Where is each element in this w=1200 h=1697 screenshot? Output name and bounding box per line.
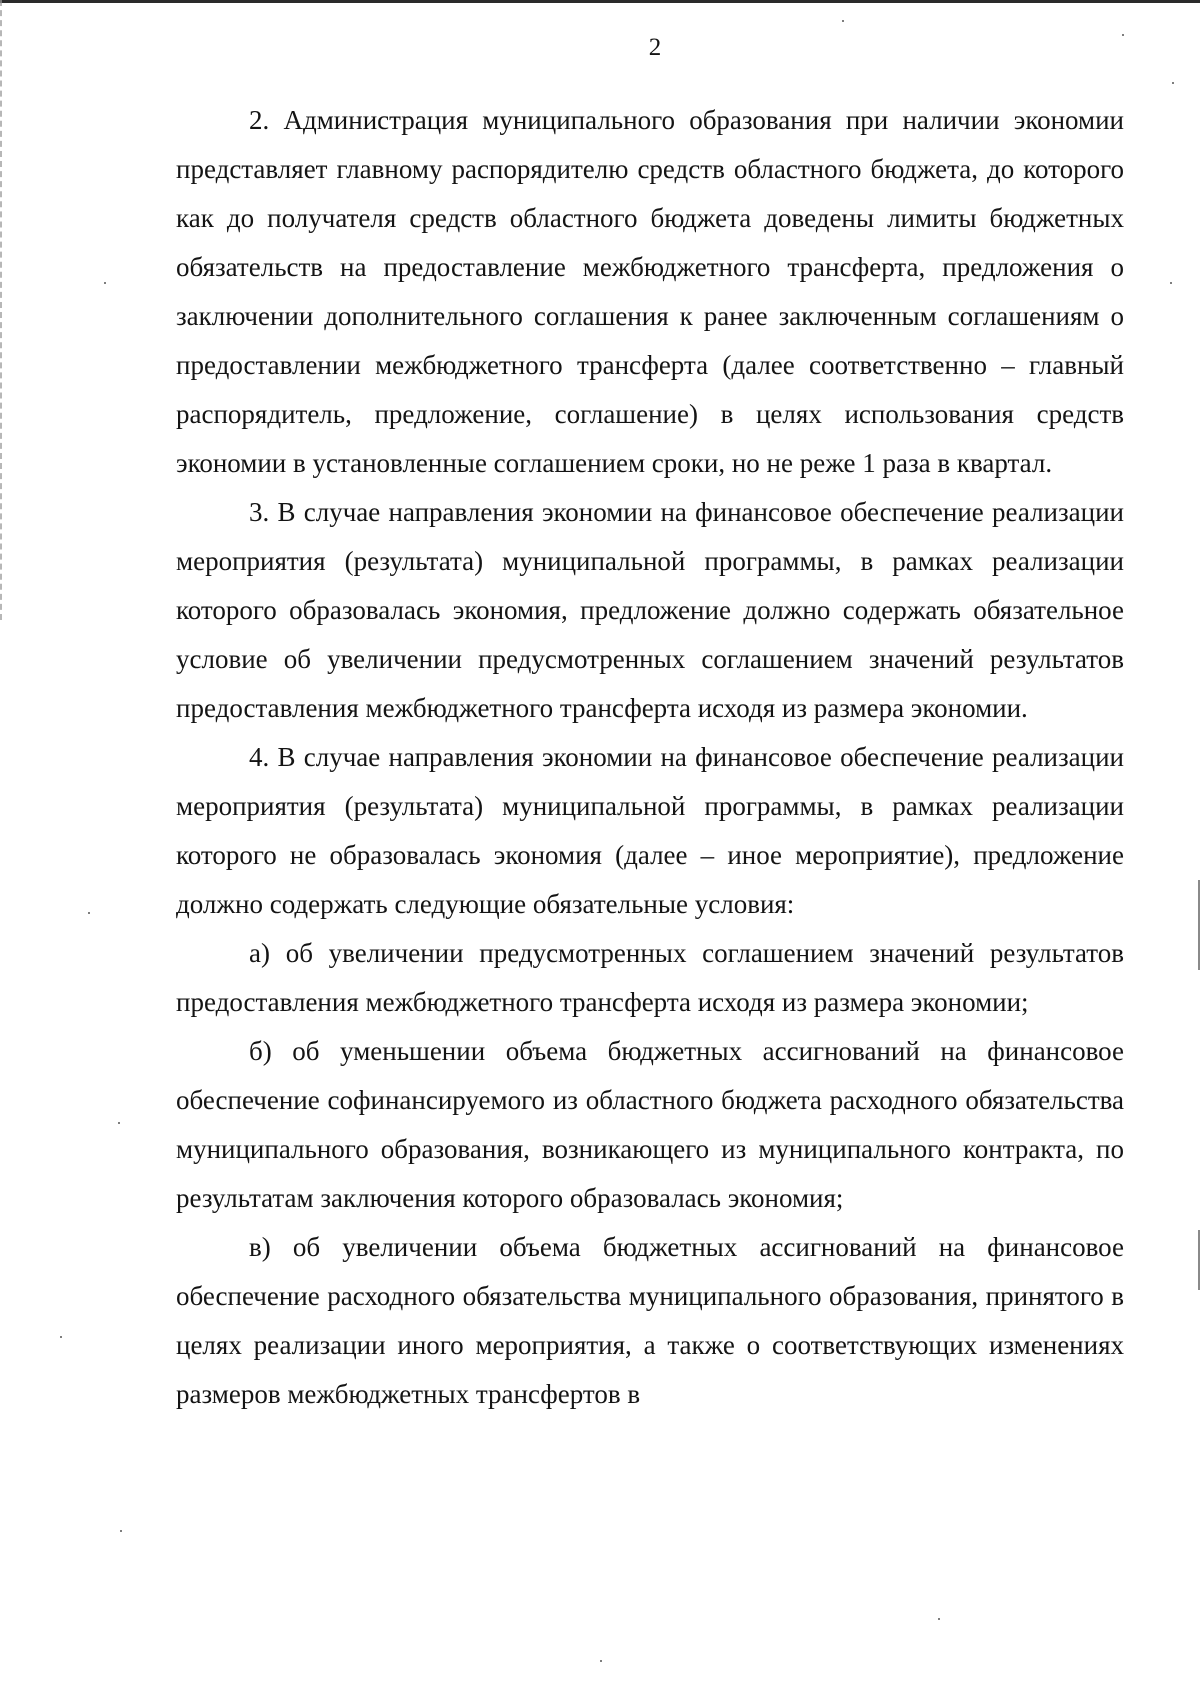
scan-speck [938,1618,940,1620]
subparagraph-v: в) об увеличении объема бюджетных ассигнований на финансовое обеспечение расходного обязательства муниципального образования, принятого в целях реализации иного мероприятия, а также о соответствующих изменениях размеров межбюджетных трансфертов в [176,1232,1124,1409]
subparagraph-b: б) об уменьшении объема бюджетных ассигнований на финансовое обеспечение софинансируемого из областного бюджета расходного обязательства муниципального образования, возникающего из муниципального контракта, по результатам заключения которого образовалась экономия; [176,1036,1124,1213]
scan-left-edge [0,0,4,620]
paragraph-2: 2. Администрация муниципального образования при наличии экономии представляет главному распорядителю средств областного бюджета, до которого как до получателя средств областного бюджета доведены лимиты бюджетных обязательств на предоставление межбюджетного трансферта, предложения о заключении дополнительного соглашения к ранее заключенным соглашениям о предоставлении межбюджетного трансферта (далее соответственно – главный распорядитель, предложение, соглашение) в целях использования средств экономии в установленные соглашением сроки, но не реже 1 раза в квартал. [176,105,1124,478]
scan-speck [842,20,844,22]
document-body [176,96,1124,1419]
scan-speck [88,912,90,914]
scan-speck [1170,282,1172,284]
subparagraph-a: а) об увеличении предусмотренных соглашением значений результатов предоставления межбюджетного трансферта исходя из размера экономии; [176,938,1124,1017]
scan-speck [60,1336,62,1338]
scan-speck [104,282,106,284]
scan-speck [1122,34,1124,36]
paragraph-4: 4. В случае направления экономии на финансовое обеспечение реализации мероприятия (результата) муниципальной программы, в рамках реализации которого не образовалась экономия (далее – иное мероприятие), предложение должно содержать следующие обязательные условия: [176,742,1124,919]
page-number: 2 [648,34,662,61]
scan-speck [120,1530,122,1532]
scan-speck [600,1660,602,1662]
top-border-line [0,0,1200,3]
scan-speck [1172,82,1174,84]
paragraph-3: 3. В случае направления экономии на финансовое обеспечение реализации мероприятия (результата) муниципальной программы, в рамках реализации которого образовалась экономия, предложение должно содержать обязательное условие об увеличении предусмотренных соглашением значений результатов предоставления межбюджетного трансферта исходя из размера экономии. [176,497,1124,723]
scan-speck [118,1122,120,1124]
